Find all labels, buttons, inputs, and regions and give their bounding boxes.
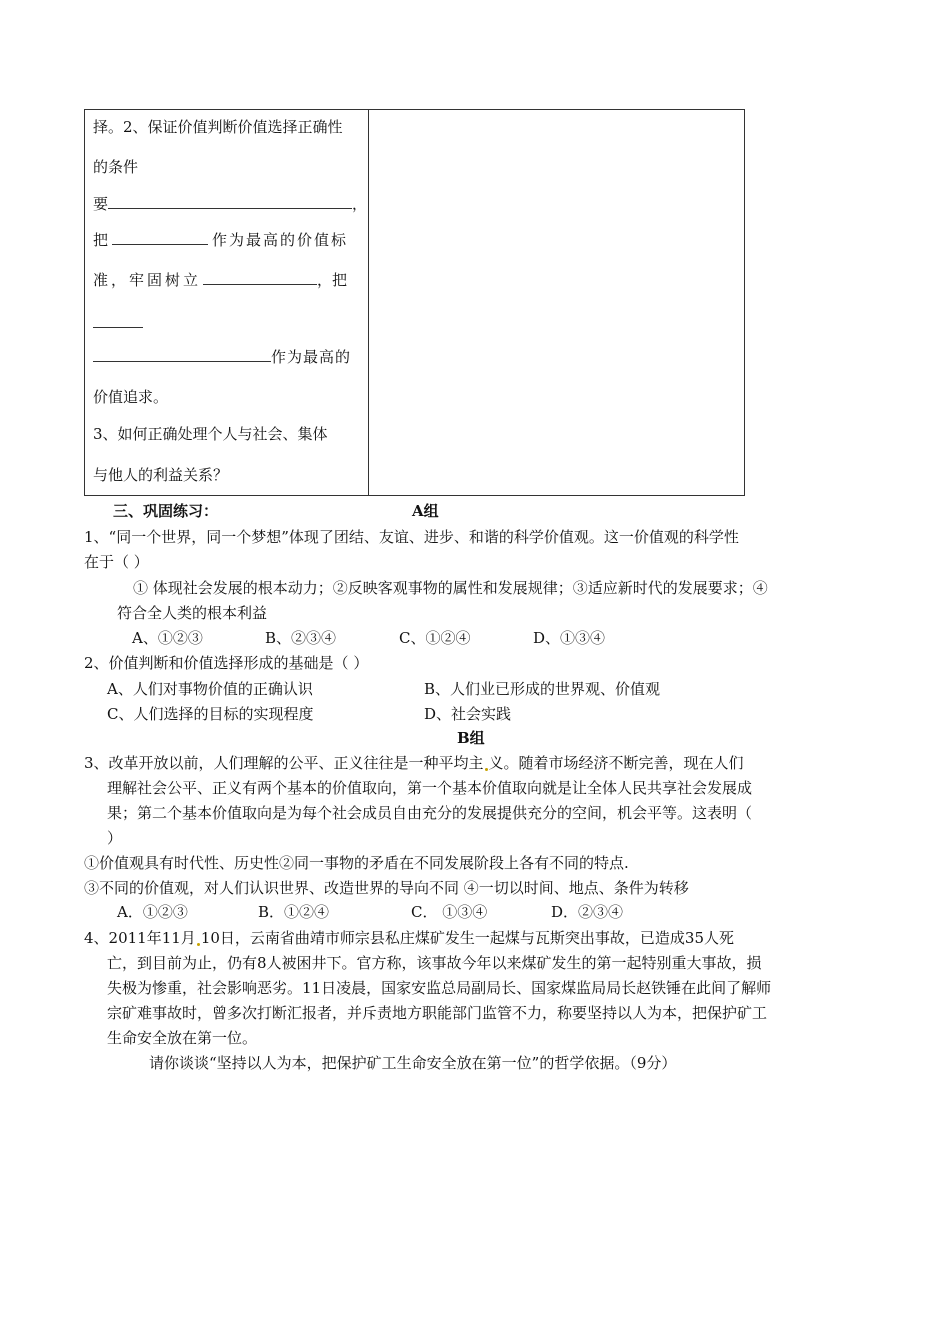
- q3-line-5: ①价值观具有时代性、历史性②同一事物的矛盾在不同发展阶段上各有不同的特点.: [84, 854, 629, 872]
- table-line-4: [93, 229, 348, 250]
- q1-line-3: ① 体现社会发展的根本动力；②反映客观事物的属性和发展规律；③适应新时代的发展要求；④: [133, 579, 768, 597]
- q3-line-1-b: 义。随着市场经济不断完善，现在人们: [488, 754, 744, 772]
- q1-option-d: D、①③④: [533, 629, 606, 647]
- blank-5[interactable]: [93, 347, 271, 362]
- table-line-5-suffix: ，把: [317, 271, 348, 289]
- q1-line-1: 1、“同一个世界，同一个梦想”体现了团结、友谊、进步、和谐的科学价值观。这一价值观的科学性: [84, 528, 739, 546]
- table-line-10: 与他人的利益关系？: [93, 466, 229, 484]
- section-title: 三、巩固练习：: [113, 502, 219, 520]
- table-line-6: [93, 313, 143, 332]
- q4-line-1: [84, 927, 734, 948]
- q3-line-2: 理解社会公平、正义有两个基本的价值取向，第一个基本价值取向就是让全体人民共享社会发展成: [107, 779, 753, 797]
- table-line-2: 的条件: [93, 158, 139, 176]
- table-line-9: 3、如何正确处理个人与社会、集体: [93, 425, 328, 443]
- blank-3[interactable]: [203, 270, 317, 285]
- q3-line-1-a: 3、改革开放以前，人们理解的公平、正义往往是一种平均主: [84, 754, 484, 772]
- q4-line-1-b: 10日，云南省曲靖市师宗县私庄煤矿发生一起煤与瓦斯突出事故，已造成35人死: [200, 929, 734, 947]
- table-line-5-prefix: 准，牢固树立: [93, 271, 202, 289]
- table-line-3: [93, 193, 367, 214]
- q3-line-3: 果；第二个基本价值取向是为每个社会成员自由充分的发展提供充分的空间，机会平等。这表明（: [107, 804, 753, 822]
- q3-line-6: ③不同的价值观，对人们认识世界、改造世界的导向不同 ④一切以时间、地点、条件为转移: [84, 879, 689, 897]
- blank-2[interactable]: [112, 230, 208, 245]
- q4-line-2: 亡，到目前为止，仍有8人被困井下。官方称，该事故今年以来煤矿发生的第一起特别重大事故，损: [107, 954, 762, 972]
- table-line-8: 价值追求。: [93, 388, 169, 406]
- q4-line-4: 宗矿难事故时，曾多次打断汇报者，并斥责地方职能部门监管不力，称要坚持以人为本，把保护矿工: [107, 1004, 768, 1022]
- mark-dot: [197, 943, 200, 946]
- q3-option-b: B．①②④: [258, 903, 330, 921]
- q4-line-6: 请你谈谈“坚持以人为本，把保护矿工生命安全放在第一位”的哲学依据。（9分）: [149, 1054, 677, 1072]
- q3-option-d: D．②③④: [551, 903, 624, 921]
- q3-option-c: C． ①③④: [411, 903, 488, 921]
- q2-option-a: A、人们对事物价值的正确认识: [107, 680, 313, 698]
- blank-4[interactable]: [93, 313, 143, 328]
- q3-option-a: A．①②③: [117, 903, 188, 921]
- blank-1[interactable]: [108, 194, 352, 209]
- q2-option-c: C、人们选择的目标的实现程度: [107, 705, 314, 723]
- q1-line-4: 符合全人类的根本利益: [117, 604, 268, 622]
- table-line-3-suffix: ，: [352, 195, 368, 213]
- group-b-heading: B组: [457, 729, 485, 747]
- mark-dot: [485, 768, 488, 771]
- table-divider: [368, 110, 369, 495]
- q4-line-3: 失极为惨重，社会影响恶劣。11日凌晨，国家安监总局副局长、国家煤监局局长赵铁锤在此间了解师: [107, 979, 772, 997]
- table-line-1: 择。2、保证价值判断价值选择正确性: [93, 118, 343, 136]
- q1-line-2: 在于（ ）: [84, 553, 149, 571]
- q2-line-1: 2、价值判断和价值选择形成的基础是（ ）: [84, 654, 369, 672]
- q2-option-b: B、人们业已形成的世界观、价值观: [424, 680, 661, 698]
- q1-option-c: C、①②④: [399, 629, 471, 647]
- q2-option-d: D、社会实践: [424, 705, 512, 723]
- table-line-3-prefix: 要: [93, 195, 109, 213]
- q1-option-a: A、①②③: [132, 629, 203, 647]
- group-a-heading: A组: [412, 502, 439, 520]
- q3-line-1: [84, 752, 744, 773]
- outline-table: [84, 109, 745, 496]
- table-line-5: [93, 269, 347, 290]
- q4-line-5: 生命安全放在第一位。: [107, 1029, 258, 1047]
- table-line-4-prefix: 把: [93, 231, 109, 249]
- table-line-7: [93, 346, 351, 367]
- q1-option-b: B、②③④: [265, 629, 337, 647]
- q3-line-4: ）: [107, 829, 123, 847]
- table-line-4-suffix: 作为最高的价值标: [212, 231, 349, 249]
- table-line-7-suffix: 作为最高的: [271, 348, 352, 366]
- q4-line-1-a: 4、2011年11月: [84, 929, 196, 947]
